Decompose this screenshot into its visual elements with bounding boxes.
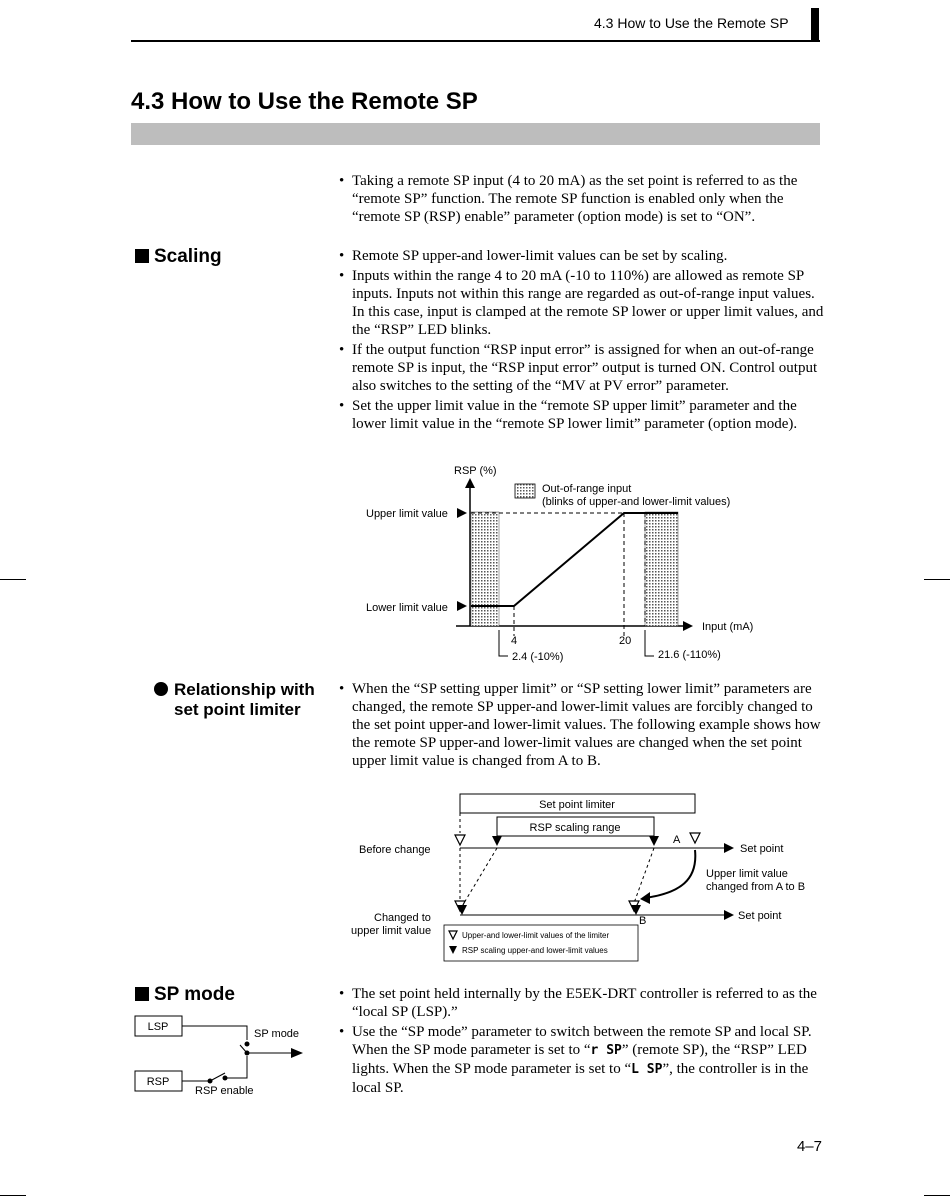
sp-mode-text-b: ” (remote SP), the “RSP” LED lights. When the SP mode parameter is set to “ <box>352 1042 807 1077</box>
sp-mode-heading-label: SP mode <box>154 984 235 1005</box>
rsp-enable-label: RSP enable <box>195 1085 254 1097</box>
upper-limit-label: Upper limit value <box>366 508 448 520</box>
section-title: 4.3 How to Use the Remote SP <box>131 88 478 115</box>
upper-limit-marker <box>457 508 467 518</box>
before-change-label: Before change <box>359 844 431 856</box>
intro-bullet: • Taking a remote SP input (4 to 20 mA) as the set point is referred to as the “remote SP” function. The remote SP function is enabled only when the “remote SP (RSP) enable” parameter (option mode) is set to “ON”. <box>339 172 821 226</box>
rsp-to-switch-wire <box>225 1056 247 1078</box>
lsp-label: LSP <box>147 1021 169 1033</box>
lower-limit-label: Lower limit value <box>366 602 448 614</box>
legend-swatch <box>515 484 535 498</box>
legend-line2: (blinks of upper-and lower-limit values) <box>542 496 731 508</box>
lsp-wire <box>182 1026 247 1040</box>
sp-mode-switch-node <box>245 1042 250 1047</box>
x-axis-label: Input (mA) <box>702 621 754 633</box>
changed-line1: Changed to <box>374 912 431 924</box>
limiter-text <box>339 680 823 772</box>
high-bound-label: 21.6 (-110%) <box>658 649 721 661</box>
limiter-heading <box>154 680 315 720</box>
scaling-heading <box>135 246 222 268</box>
rsp-label: RSP <box>146 1076 170 1088</box>
change-arrow-curve <box>645 850 695 898</box>
limiter-bullet: • When the “SP setting upper limit” or “SP setting lower limit” parameters are changed, the remote SP upper-and lower-limit values are forcibly changed to the set point upper-and lower-limit values. The following example shows how the remote SP upper-and lower-limit values are changed when the set point upper limit value is changed from A to B. <box>339 680 823 770</box>
header-bar <box>811 8 819 42</box>
title-band <box>131 123 820 145</box>
set-point-bottom-label: Set point <box>738 910 782 922</box>
circle-bullet-icon <box>154 682 168 696</box>
limiter-figure <box>340 788 820 963</box>
scaling-text <box>339 247 825 435</box>
sp-mode-bullet <box>339 1023 823 1097</box>
legend-line1: Out-of-range input <box>542 483 632 495</box>
scaling-bullet: • Inputs within the range 4 to 20 mA (-10 to 110%) are allowed as remote SP inputs. Inputs not within this range are regarded as out-of-range input values. In this case, input is clamped at the remote SP lower or upper limit values, and the “RSP” LED blinks. <box>339 267 825 339</box>
y-axis-label: RSP (%) <box>454 465 497 477</box>
label-a: A <box>673 834 681 846</box>
set-point-limiter-label: Set point limiter <box>539 799 615 811</box>
change-arrow-head <box>640 892 650 904</box>
rsp-upper-shift-dash <box>634 848 654 903</box>
output-arrow <box>291 1048 303 1058</box>
rsp-upper-marker-top <box>649 836 659 846</box>
x-axis-arrow <box>683 621 693 631</box>
rsp-scaling-range-label: RSP scaling range <box>529 822 621 834</box>
rsp-lower-marker-bottom <box>457 905 467 915</box>
set-point-arrow-bottom <box>724 910 734 920</box>
label-b: B <box>639 915 647 927</box>
sp-mode-label: SP mode <box>254 1028 300 1040</box>
changed-line2: upper limit value <box>351 925 432 937</box>
limiter-lower-marker-top <box>455 835 465 845</box>
out-of-range-region-high <box>645 512 678 626</box>
scaling-bullet: • Set the upper limit value in the “remote SP upper limit” parameter and the lower limit value in the “remote SP lower limit” parameter (option mode). <box>339 397 825 433</box>
running-header: 4.3 How to Use the Remote SP <box>594 15 789 31</box>
out-of-range-region-low <box>471 512 499 626</box>
rsp-segment-code: r SP <box>590 1043 622 1058</box>
lower-limit-marker <box>457 601 467 611</box>
tick-4-label: 4 <box>511 635 518 647</box>
crop-mark-right <box>924 579 950 580</box>
set-point-arrow-top <box>724 843 734 853</box>
sp-mode-text-a: Use the “SP mode” parameter to switch between the remote SP and local SP. When the SP mode parameter is set to “ <box>352 1024 812 1058</box>
low-bound-bracket <box>499 630 508 656</box>
legend-filled-label: RSP scaling upper-and lower-limit values <box>462 946 608 955</box>
sp-mode-diagram <box>130 1010 320 1105</box>
high-bound-bracket <box>645 630 654 656</box>
low-bound-label: 2.4 (-10%) <box>512 651 564 663</box>
note-line1: Upper limit value <box>706 868 788 880</box>
set-point-top-label: Set point <box>740 843 784 855</box>
tick-20-label: 20 <box>619 635 632 647</box>
sp-mode-text <box>339 985 823 1099</box>
square-bullet-icon <box>135 987 149 1001</box>
sp-mode-heading <box>135 984 235 1006</box>
sp-mode-bullet: • The set point held internally by the E5EK-DRT controller is referred to as the “local SP (LSP).” <box>339 985 823 1021</box>
rsp-lower-shift-dash <box>464 848 497 903</box>
rsp-lower-marker-top <box>492 836 502 846</box>
header-rule <box>131 40 820 42</box>
scaling-heading-label: Scaling <box>154 246 222 267</box>
rsp-upper-marker-bottom <box>631 905 641 915</box>
limiter-upper-marker-a <box>690 833 700 843</box>
legend-open-label: Upper-and lower-limit values of the limiter <box>462 931 610 940</box>
limiter-heading-line1: Relationship with <box>174 680 315 699</box>
scaling-bullet: • If the output function “RSP input error” is assigned for when an out-of-range remote SP is input, the “RSP input error” output is turned ON. Control output also switches to the setting of the “MV at PV error” parameter. <box>339 341 825 395</box>
sp-mode-text-c: ”, the controller is in the local SP. <box>352 1061 809 1096</box>
scaling-bullet: • Remote SP upper-and lower-limit values can be set by scaling. <box>339 247 825 265</box>
limiter-heading-line2: set point limiter <box>174 700 301 719</box>
scaling-figure <box>340 460 760 670</box>
page-number: 4–7 <box>796 1138 822 1155</box>
lsp-segment-code: L SP <box>631 1062 663 1077</box>
square-bullet-icon <box>135 249 149 263</box>
note-line2: changed from A to B <box>706 881 806 893</box>
intro-text <box>339 172 821 228</box>
y-axis-arrow <box>465 478 475 488</box>
crop-mark-left <box>0 579 26 580</box>
